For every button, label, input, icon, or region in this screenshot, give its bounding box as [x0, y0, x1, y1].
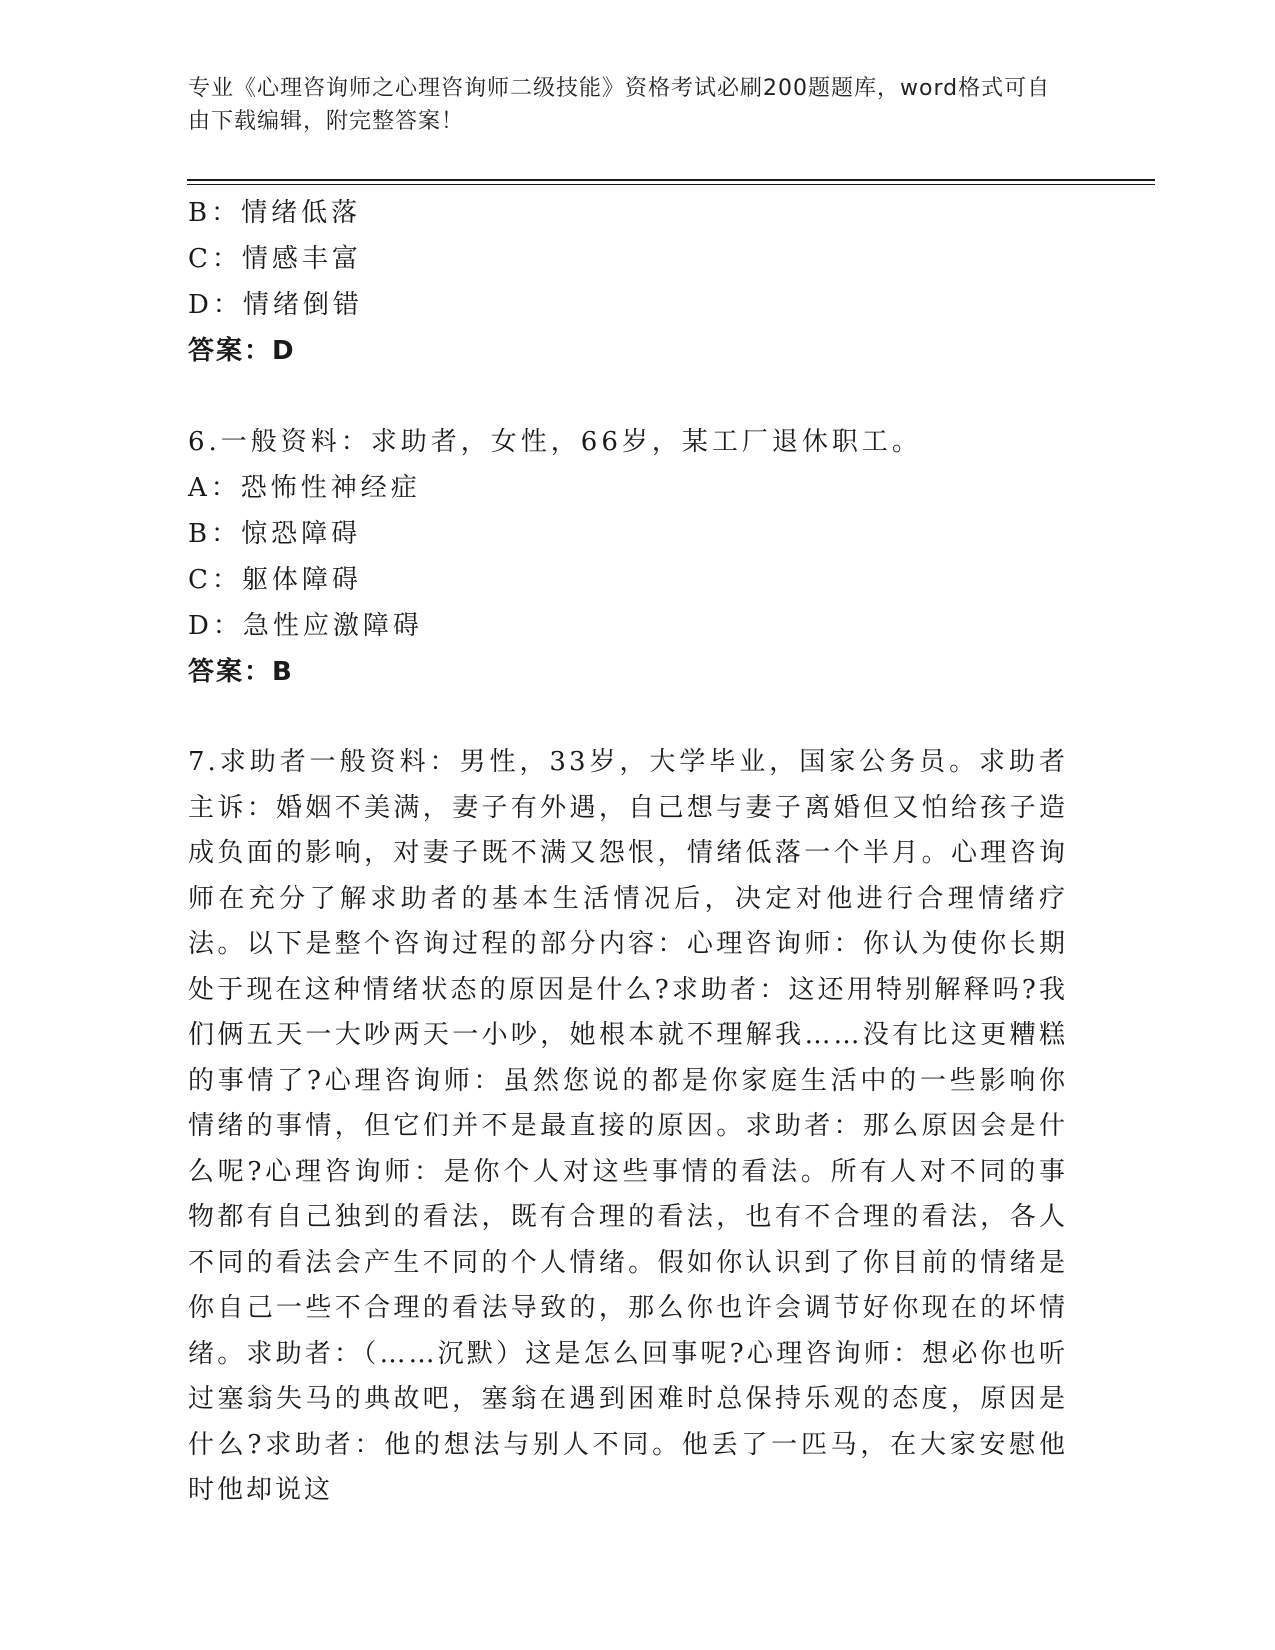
option-b: B：惊恐障碍: [188, 519, 362, 549]
option-c: C：情感丰富: [188, 244, 362, 274]
question-title: 6.一般资料：求助者，女性，66岁，某工厂退休职工。: [188, 427, 922, 457]
header-text: 专业《心理咨询师之心理咨询师二级技能》资格考试必刷200题题库，word格式可自由下载编辑，附完整答案！: [188, 76, 1051, 134]
question-text: 7.求助者一般资料：男性，33岁，大学毕业，国家公务员。求助者主诉：婚姻不美满，妻子有外遇，自己想与妻子离婚但又怕给孩子造成负面的影响，对妻子既不满又怨恨，情绪低落一个半月。心理咨询师在充分了解求助者的基本生活情况后，决定对他进行合理情绪疗法。以下是整个咨询过程的部分内容：心理咨询师：你认为使你长期处于现在这种情绪状态的原因是什么?求助者：这还用特别解释吗?我们俩五天一大吵两天一小吵，她根本就不理解我……没有比这更糟糕的事情了?心理咨询师：虽然您说的都是你家庭生活中的一些影响你情绪的事情，但它们并不是最直接的原因。求助者：那么原因会是什么呢?心理咨询师：是你个人对这些事情的看法。所有人对不同的事物都有自己独到的看法，既有合理的看法，也有不合理的看法，各人不同的看法会产生不同的个人情绪。假如你认识到了你目前的情绪是你自己一些不合理的看法导致的，那么你也许会调节好你现在的坏情绪。求助者：（……沉默）这是怎么回事呢?心理咨询师：想必你也听过塞翁失马的典故吧，塞翁在遇到困难时总保持乐观的态度，原因是什么?求助者：他的想法与别人不同。他丢了一匹马，在大家安慰他时他却说这: [188, 747, 1068, 1505]
page-header: [188, 72, 1068, 138]
option-b: B：情绪低落: [188, 198, 362, 228]
option-c: C：躯体障碍: [188, 565, 362, 595]
header-divider: [187, 179, 1155, 181]
question-5-tail: [188, 190, 1068, 374]
question-6: [188, 419, 1068, 695]
question-7: [188, 740, 1068, 1514]
spacer: [188, 695, 1068, 740]
header-divider-thin: [187, 184, 1155, 185]
answer-line: 答案：B: [188, 657, 294, 687]
option-d: D：情绪倒错: [188, 290, 363, 320]
option-a: A：恐怖性神经症: [188, 473, 421, 503]
spacer: [188, 374, 1068, 419]
answer-line: 答案：D: [188, 336, 296, 366]
document-body: [188, 190, 1068, 1514]
option-d: D：急性应激障碍: [188, 611, 423, 641]
